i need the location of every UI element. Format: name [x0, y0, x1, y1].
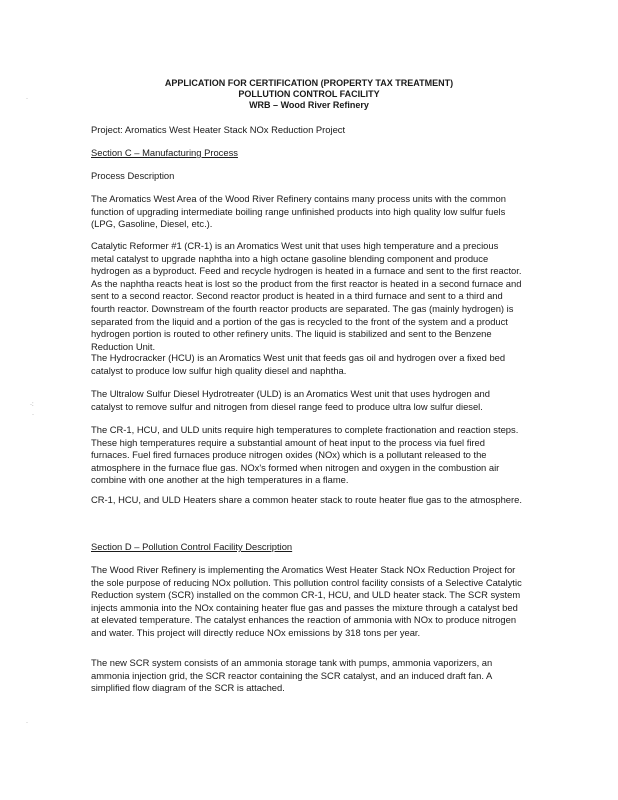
header-subtitle: POLLUTION CONTROL FACILITY: [238, 89, 380, 99]
paragraph-common-heater-stack: CR-1, HCU, and ULD Heaters share a common heater stack to route heater flue gas to the atmosphere.: [91, 494, 522, 505]
paragraph-nox-reduction-project: The Wood River Refinery is implementing the Aromatics West Heater Stack NOx Reduction Project for the sole purpose of reducing NOx pollution. This pollution control facility consists of a Selective Catalytic Reduction system (SCR) installed on the common CR-1, HCU, and ULD heater stack. The SCR system injects ammonia into the NOx containing heater flue gas and passes the mixture through a catalyst bed at elevated temperature. The catalyst enhances the reaction of ammonia with NOx to produce nitrogen and water. This project will directly reduce NOx emissions by 318 tons per year.: [91, 564, 522, 638]
section-c-heading: Section C – Manufacturing Process: [91, 147, 238, 158]
paragraph-hydrocracker: The Hydrocracker (HCU) is an Aromatics West unit that feeds gas oil and hydrogen over a fixed bed catalyst to produce low sulfur high quality diesel and naphtha.: [91, 352, 506, 376]
project-title: Project: Aromatics West Heater Stack NOx Reduction Project: [91, 124, 346, 135]
document-header: [0, 78, 618, 111]
header-title: APPLICATION FOR CERTIFICATION (PROPERTY TAX TREATMENT): [164, 78, 454, 88]
header-facility: WRB – Wood River Refinery: [249, 100, 369, 110]
paragraph-aromatics-west: The Aromatics West Area of the Wood River Refinery contains many process units with the common function of upgrading intermediate boiling range unfinished products into high quality low sulfur fuels (LPG, Gasoline, Diesel, etc.).: [91, 193, 506, 230]
paragraph-ulsd-hydrotreater: The Ultralow Sulfur Diesel Hydrotreater (ULD) is an Aromatics West unit that uses hydrogen and catalyst to remove sulfur and nitrogen from diesel range feed to produce ultra low sulfur diesel.: [91, 388, 490, 412]
paragraph-high-temperatures: The CR-1, HCU, and ULD units require high temperatures to complete fractionation and reaction steps. These high temperatures require a substantial amount of heat input to the process via fuel fired furnaces. Fuel fired furnaces produce nitrogen oxides (NOx) which is a pollutant released to the atmosphere in the furnace flue gas. NOx's formed when nitrogen and oxygen in the combustion air combine with one another at the high temperatures in a flame.: [91, 424, 519, 486]
process-description-heading: Process Description: [91, 170, 175, 181]
paragraph-scr-system: The new SCR system consists of an ammonia storage tank with pumps, ammonia vaporizers, an ammonia injection grid, the SCR reactor containing the SCR catalyst, and an induced draft fan. A simplified flow diagram of the SCR is attached.: [91, 657, 493, 694]
scan-speck: ·: [32, 412, 34, 418]
scan-speck: ·:: [30, 402, 34, 408]
section-d-heading: Section D – Pollution Control Facility Description: [91, 541, 293, 552]
paragraph-catalytic-reformer: Catalytic Reformer #1 (CR-1) is an Aromatics West unit that uses high temperature and a precious metal catalyst to upgrade naphtha into a high octane gasoline blending component and produce hydrogen as a byproduct. Feed and recycle hydrogen is heated in a furnace and sent to the first reactor. As the naphtha reacts heat is lost so the product from the first reactor is heated in a second furnace and sent to a second reactor. Second reactor product is heated in a third furnace and sent to a third and fourth reactor. Downstream of the fourth reactor products are separated. The gas (mainly hydrogen) is separated from the liquid and a portion of the gas is recycled to the front of the system and a product hydrogen portion is routed to other refinery units. The liquid is stabilized and sent to the Benzene Reduction Unit.: [91, 240, 522, 352]
scan-speck: ·: [26, 720, 28, 726]
scan-speck: ·: [26, 96, 28, 102]
